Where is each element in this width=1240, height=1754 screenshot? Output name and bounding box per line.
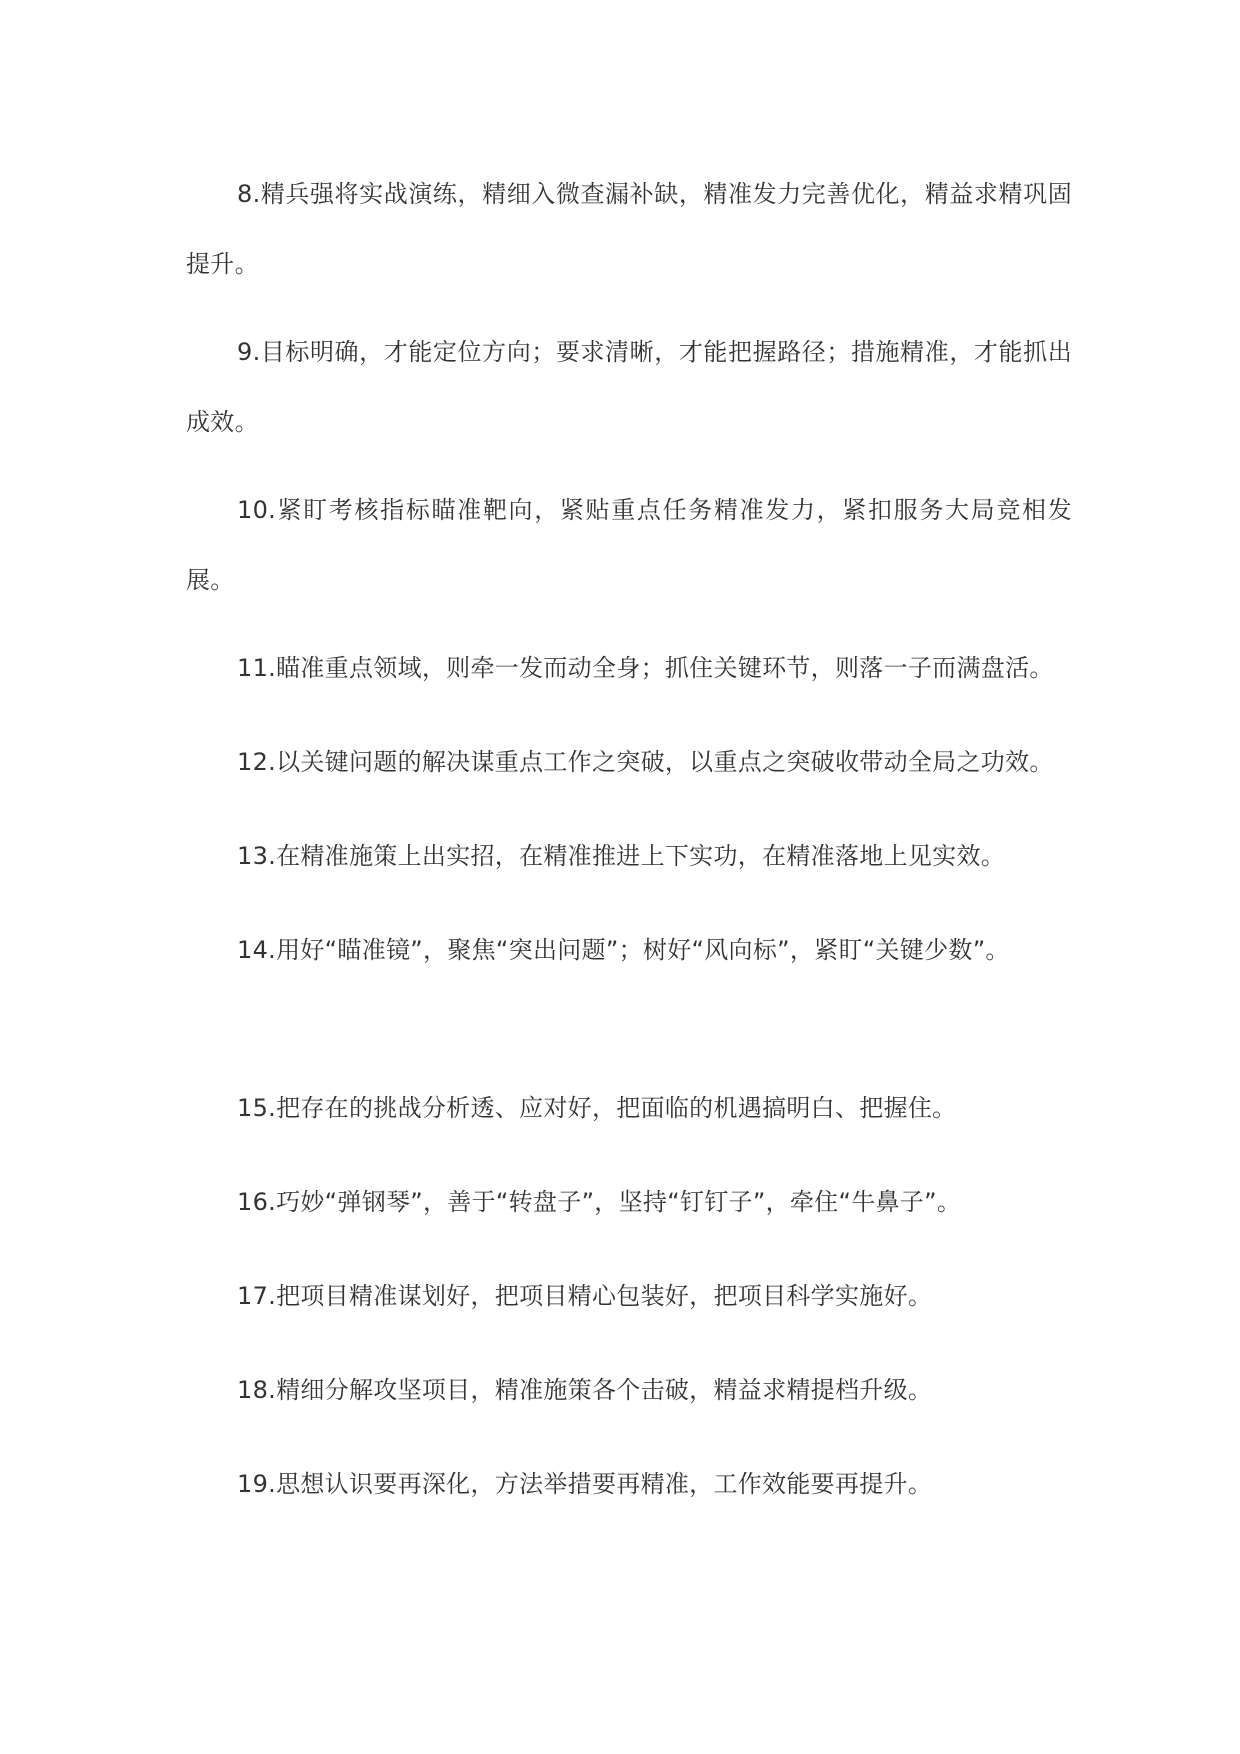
paragraph-14: 14.用好“瞄准镜”，聚焦“突出问题”；树好“风向标”，紧盯“关键少数”。: [237, 936, 1010, 964]
paragraph-17: 17.把项目精准谋划好，把项目精心包装好，把项目科学实施好。: [237, 1282, 933, 1310]
paragraph-12: 12.以关键问题的解决谋重点工作之突破，以重点之突破收带动全局之功效。: [237, 748, 1054, 776]
paragraph-8: 8.精兵强将实战演练，精细入微查漏补缺，精准发力完善优化，精益求精巩固提升。: [186, 180, 1072, 278]
paragraph-18: 18.精细分解攻坚项目，精准施策各个击破，精益求精提档升级。: [237, 1376, 933, 1404]
paragraph-11: 11.瞄准重点领域，则牵一发而动全身；抓住关键环节，则落一子而满盘活。: [237, 654, 1054, 682]
paragraph-9: 9.目标明确，才能定位方向；要求清晰，才能把握路径；措施精准，才能抓出成效。: [186, 338, 1072, 436]
paragraph-19: 19.思想认识要再深化，方法举措要再精准，工作效能要再提升。: [237, 1470, 933, 1498]
paragraph-10: 10.紧盯考核指标瞄准靶向，紧贴重点任务精准发力，紧扣服务大局竞相发展。: [186, 496, 1072, 594]
paragraph-15: 15.把存在的挑战分析透、应对好，把面临的机遇搞明白、把握住。: [237, 1094, 957, 1122]
paragraph-16: 16.巧妙“弹钢琴”，善于“转盘子”，坚持“钉钉子”，牵住“牛鼻子”。: [237, 1188, 962, 1216]
paragraph-13: 13.在精准施策上出实招，在精准推进上下实功，在精准落地上见实效。: [237, 842, 1006, 870]
